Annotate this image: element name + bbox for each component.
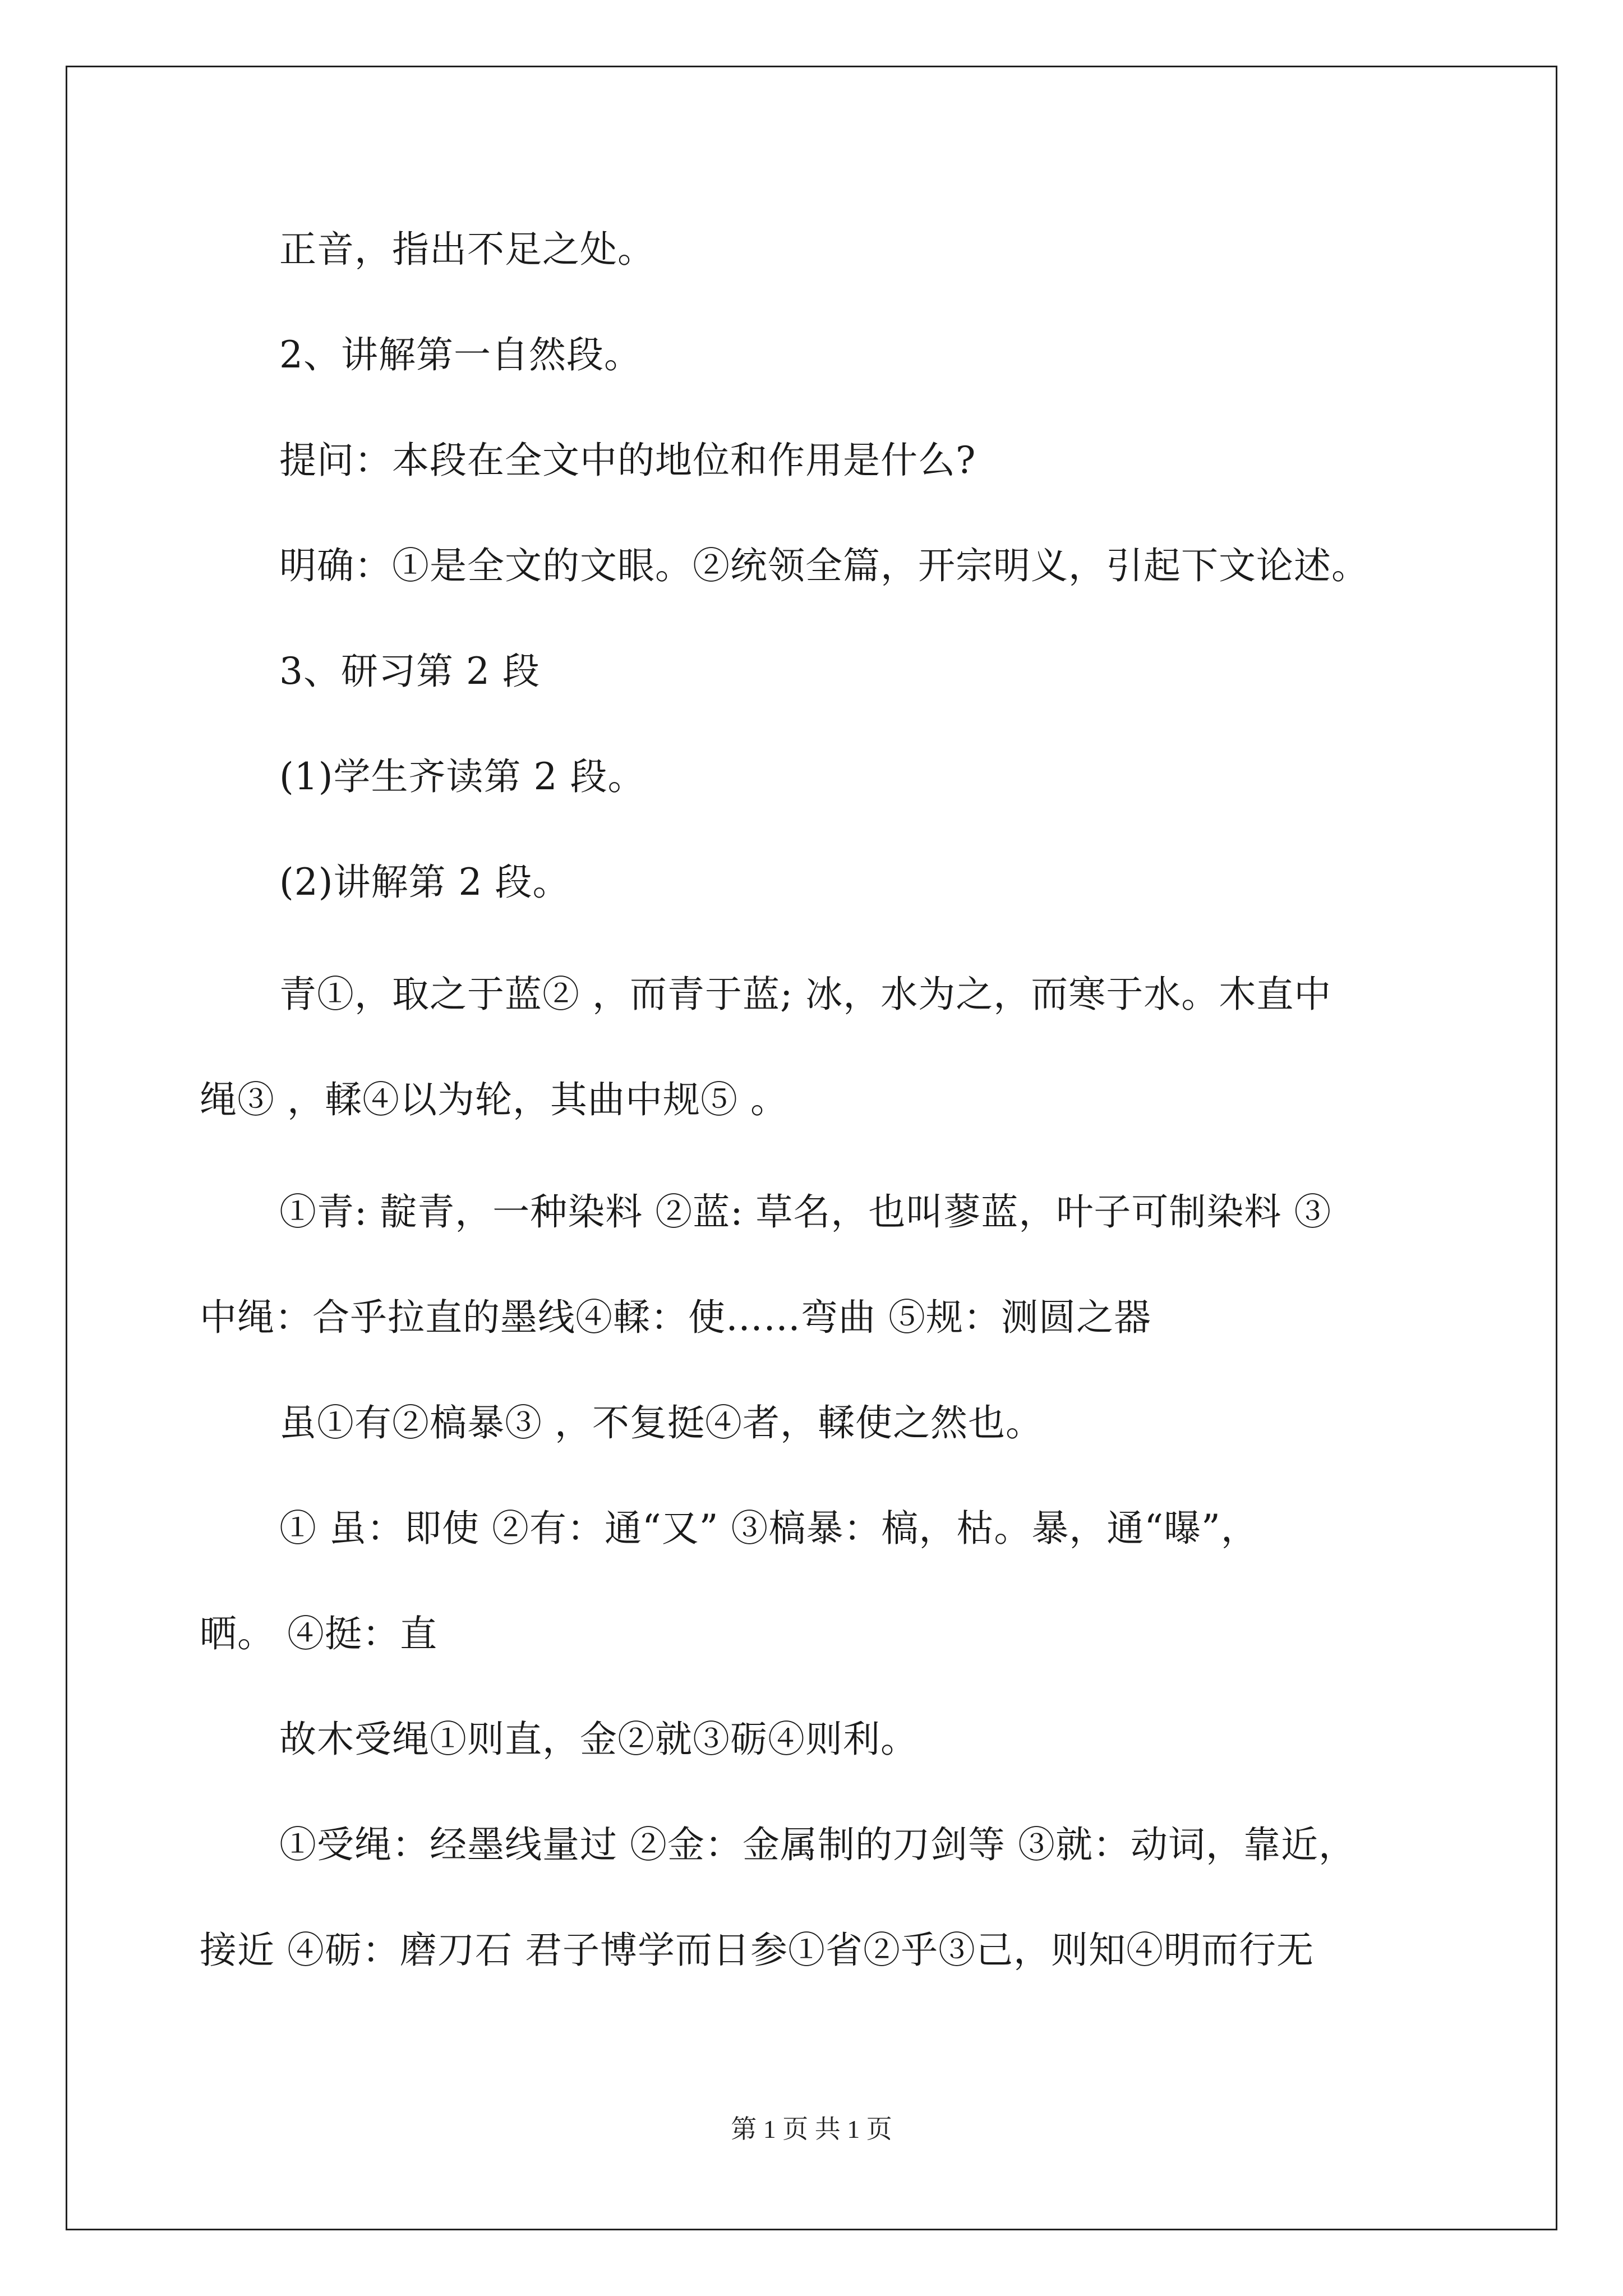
paragraph-line: ① 虽：即使 ②有：通“又” ③槁暴：槁，枯。暴，通“曝”， [279, 1507, 1258, 1550]
paragraph-line: 虽①有②槁暴③ ，不复挺④者，輮使之然也。 [279, 1401, 1043, 1444]
page-border [66, 66, 1557, 2230]
paragraph-line: 青①，取之于蓝② ，而青于蓝; 冰，水为之，而寒于水。木直中 [279, 973, 1332, 1016]
paragraph-line: ①受绳：经墨线量过 ②金：金属制的刀剑等 ③就：动词，靠近， [279, 1823, 1356, 1866]
paragraph-line: (1)学生齐读第 2 段。 [279, 755, 645, 798]
paragraph-line: 中绳：合乎拉直的墨线④輮：使……弯曲 ⑤规：测圆之器 [200, 1296, 1151, 1339]
paragraph-line: 3、研习第 2 段 [279, 650, 540, 693]
paragraph-line: 正音，指出不足之处。 [279, 228, 655, 271]
paragraph-line: 接近 ④砺：磨刀石 君子博学而日参①省②乎③己，则知④明而行无 [200, 1929, 1314, 1972]
paragraph-line: ①青: 靛青，一种染料 ②蓝: 草名，也叫蓼蓝，叶子可制染料 ③ [279, 1190, 1332, 1234]
paragraph-line: 2、讲解第一自然段。 [279, 333, 642, 376]
paragraph-line: (2)讲解第 2 段。 [279, 861, 570, 904]
paragraph-line: 晒。 ④挺：直 [200, 1612, 437, 1655]
paragraph-line: 故木受绳①则直，金②就③砺④则利。 [279, 1718, 918, 1761]
paragraph-line: 提问：本段在全文中的地位和作用是什么? [279, 439, 976, 482]
page-footer: 第 1 页 共 1 页 [731, 2115, 892, 2143]
paragraph-line: 绳③ ，輮④以为轮，其曲中规⑤ 。 [200, 1078, 788, 1121]
paragraph-line: 明确：①是全文的文眼。②统领全篇，开宗明义，引起下文论述。 [279, 544, 1369, 587]
